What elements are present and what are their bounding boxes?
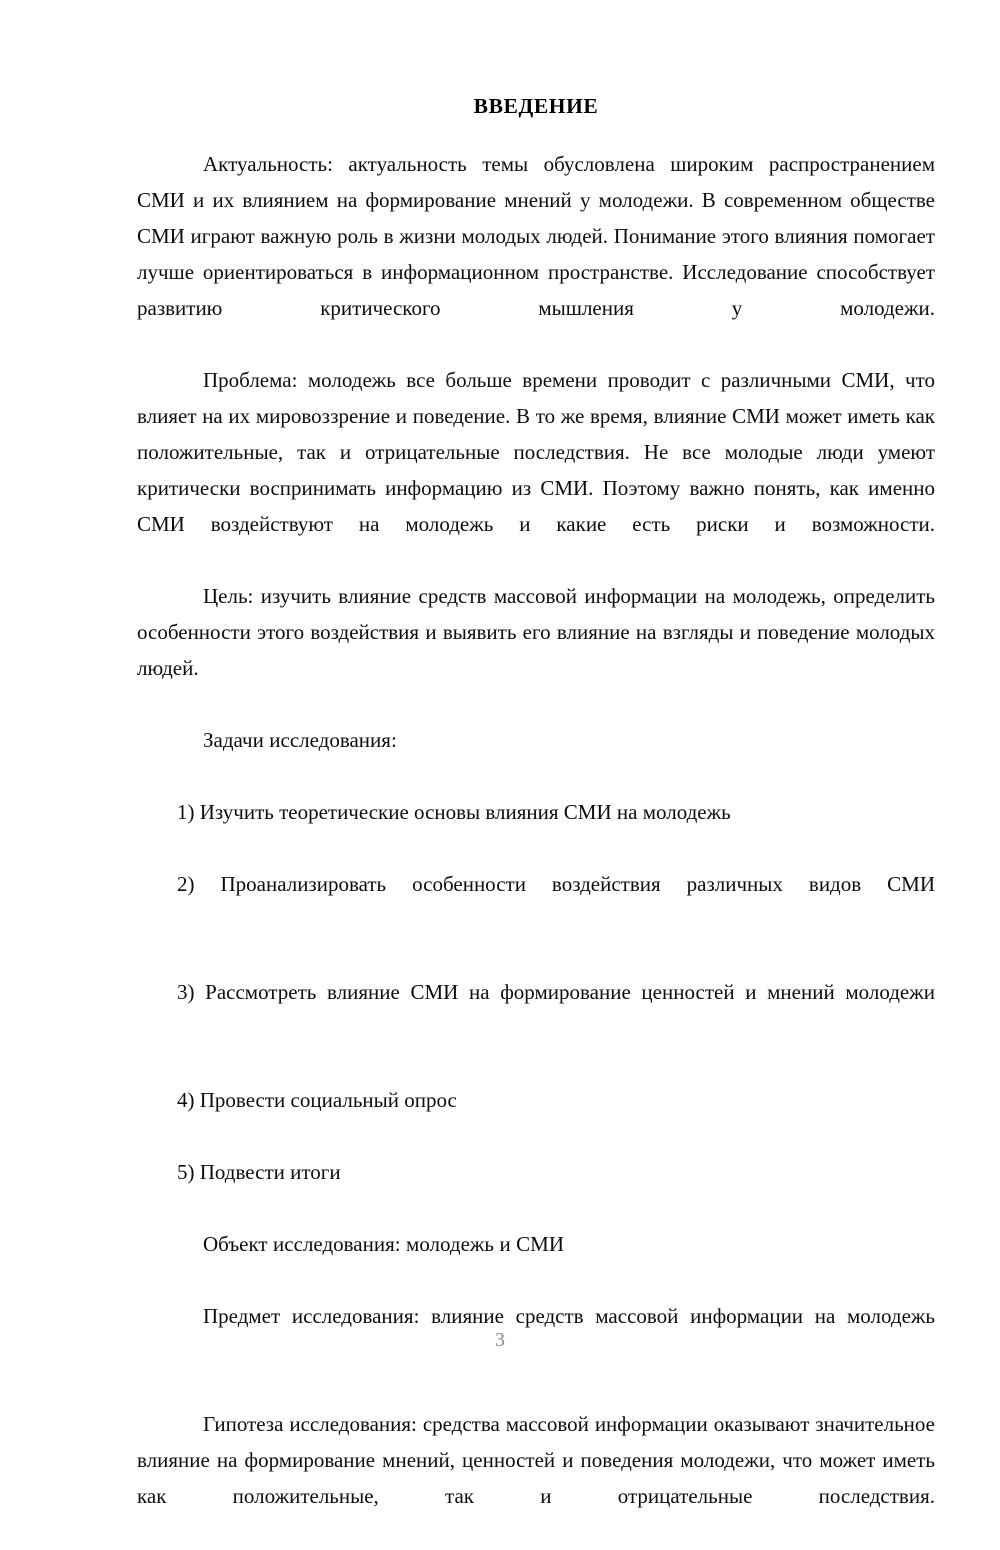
list-item: 4) Провести социальный опрос — [177, 1088, 457, 1112]
list-item: 3) Рассмотреть влияние СМИ на формирование ценностей и мнений молодежи — [177, 980, 935, 1004]
page-title: ВВЕДЕНИЕ — [473, 94, 599, 118]
paragraph-relevance: Актуальность: актуальность темы обусловлена широким распространением СМИ и их влиянием на формирование мнений у молодежи. В современном обществе СМИ играют важную роль в жизни молодых людей. Понимание этого влияния помогает лучше ориентироваться в информационном пространстве. Исследование способствует развитию критического мышления у молодежи. — [137, 152, 935, 320]
paragraph-goal: Цель: изучить влияние средств массовой информации на молодежь, определить особенности этого воздействия и выявить его влияние на взгляды и поведение молодых людей. — [137, 584, 935, 680]
tasks-heading: Задачи исследования: — [203, 728, 397, 752]
spacer — [137, 1190, 935, 1226]
paragraph-problem: Проблема: молодежь все больше времени проводит с различными СМИ, что влияет на их мировоззрение и поведение. В то же время, влияние СМИ может иметь как положительные, так и отрицательные последствия. Не все молодые люди умеют критически воспринимать информацию из СМИ. Поэтому важно понять, как именно СМИ воздействуют на молодежь и какие есть риски и возможности. — [137, 368, 935, 536]
list-item: 5) Подвести итоги — [177, 1160, 341, 1184]
list-item: 1) Изучить теоретические основы влияния СМИ на молодежь — [177, 800, 731, 824]
page-number: 3 — [495, 1329, 505, 1351]
spacer — [137, 1262, 935, 1298]
spacer — [137, 1118, 935, 1154]
spacer — [137, 758, 935, 794]
list-item: 2) Проанализировать особенности воздействия различных видов СМИ — [177, 872, 935, 896]
spacer — [137, 1046, 935, 1082]
spacer — [137, 1370, 935, 1406]
spacer — [137, 938, 935, 974]
paragraph-subject: Предмет исследования: влияние средств массовой информации на молодежь — [203, 1304, 935, 1328]
paragraph-object: Объект исследования: молодежь и СМИ — [203, 1232, 564, 1256]
spacer — [137, 830, 935, 866]
paragraph-hypothesis: Гипотеза исследования: средства массовой информации оказывают значительное влияние на формирование мнений, ценностей и поведения молодежи, что может иметь как положительные, так и отрицательные последствия. — [137, 1412, 935, 1508]
